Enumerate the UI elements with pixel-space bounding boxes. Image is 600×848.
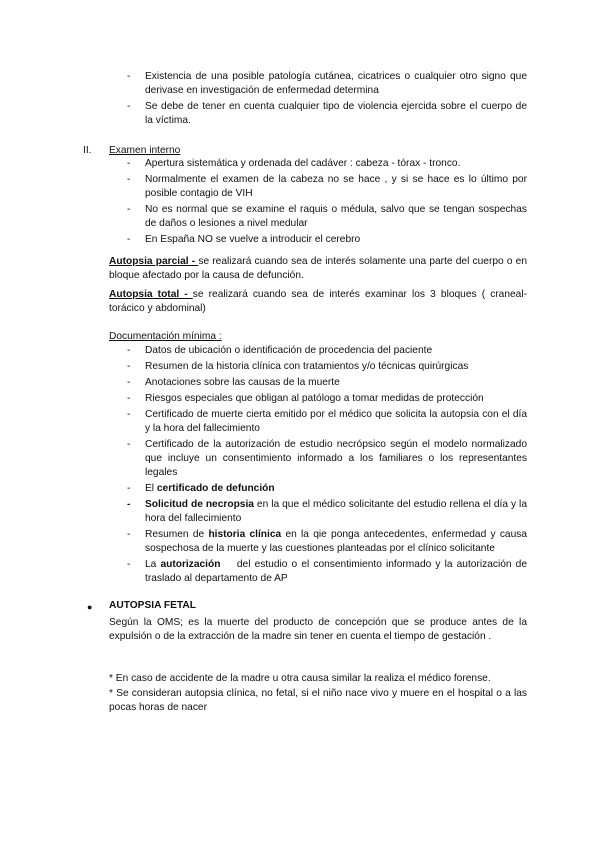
autopsia-parcial-label: Autopsia parcial - xyxy=(109,256,199,267)
dash-marker: - xyxy=(127,101,131,112)
list-item-text: No es normal que se examine el raquis o médula, salvo que se tengan sospechas de daños o lesiones a nivel medular xyxy=(145,204,527,229)
list-item xyxy=(127,498,527,526)
list-item-text: Normalmente el examen de la cabeza no se hace , y si se hace es lo último por posible contagio de VIH xyxy=(145,174,527,199)
fetal-paragraph: Según la OMS; es la muerte del producto de concepción que se produce antes de la expulsión o de la extracción de la madre sin tener en cuenta el tiempo de gestación . xyxy=(109,617,527,642)
list-item-text: Existencia de una posible patología cutánea, cicatrices o cualquier otro signo que derivase en investigación de enfermedad determina xyxy=(145,71,527,96)
list-item xyxy=(127,376,527,390)
list-item xyxy=(127,344,527,358)
dash-marker: - xyxy=(127,409,131,420)
section-title: Examen interno xyxy=(109,145,181,156)
list-item-text xyxy=(145,558,530,586)
list-item xyxy=(127,233,527,247)
list-item xyxy=(127,392,527,406)
item-pre-text: El xyxy=(145,483,157,494)
autopsia-total-label: Autopsia total - xyxy=(109,289,193,300)
dash-marker: - xyxy=(127,559,131,570)
dash-marker: - xyxy=(127,158,131,169)
item-bold-text: Solicitud de necropsia xyxy=(145,499,254,510)
fetal-notes xyxy=(109,672,527,715)
list-item-text xyxy=(145,528,527,556)
list-item-text: Datos de ubicación o identificación de procedencia del paciente xyxy=(145,345,433,356)
list-item-text xyxy=(145,498,527,526)
fetal-note: * En caso de accidente de la madre u otra causa similar la realiza el médico forense. xyxy=(109,673,491,684)
autopsia-parcial-text: se realizará cuando sea de interés solamente una parte del cuerpo o en bloque afectado por la causa de defunción. xyxy=(109,256,528,281)
list-item xyxy=(127,70,527,98)
fetal-bullet-icon: ● xyxy=(87,602,93,612)
list-item xyxy=(127,203,527,231)
list-item-text: En España NO se vuelve a introducir el cerebro xyxy=(145,234,361,245)
dash-marker: - xyxy=(127,499,131,510)
item-bold-text: certificado de defunción xyxy=(156,483,275,494)
dash-marker: - xyxy=(127,439,131,450)
list-item xyxy=(127,408,527,436)
list-item xyxy=(127,558,530,586)
documentacion-title: Documentación mínima : xyxy=(109,331,222,342)
item-post-text: del estudio o el consentimiento informado y la autorización de traslado al departamento de AP xyxy=(145,559,530,584)
dash-marker: - xyxy=(127,204,131,215)
dash-marker: - xyxy=(127,234,131,245)
list-item xyxy=(127,157,527,171)
section2-bullet-list xyxy=(127,157,527,247)
list-item-text xyxy=(145,482,527,496)
list-item-text: Se debe de tener en cuenta cualquier tipo de violencia ejercida sobre el cuerpo de la víctima. xyxy=(145,101,527,126)
dash-marker: - xyxy=(127,393,131,404)
list-item-text: Certificado de la autorización de estudio necrópsico según el modelo normalizado que incluye un consentimiento informado a los familiares o los representantes legales xyxy=(145,439,527,478)
fetal-heading: AUTOPSIA FETAL xyxy=(109,600,196,611)
item-post-text: en la que el médico solicitante del estudio rellena el día y la hora del fallecimiento xyxy=(145,499,527,524)
documentacion-list xyxy=(127,344,530,586)
dash-marker: - xyxy=(127,529,131,540)
autopsia-parcial-paragraph xyxy=(109,255,527,283)
list-item-text: Anotaciones sobre las causas de la muerte xyxy=(145,377,340,388)
list-item-text: Certificado de muerte cierta emitido por el médico que solicita la autopsia con el día y la hora del fallecimiento xyxy=(145,409,527,434)
list-item xyxy=(127,100,527,128)
dash-marker: - xyxy=(127,361,131,372)
item-pre-text: Resumen de xyxy=(145,529,209,540)
dash-marker: - xyxy=(127,483,131,494)
dash-marker: - xyxy=(127,345,131,356)
list-item xyxy=(127,173,527,201)
item-bold-text: autorización xyxy=(160,559,221,570)
dash-marker: - xyxy=(127,377,131,388)
item-post-text: en la qie ponga antecedentes, enfermedad y causa sospechosa de la muerte y las cuestiones planteadas por el clínico solicitante xyxy=(145,529,528,554)
list-item-text: Resumen de la historia clínica con tratamientos y/o técnicas quirúrgicas xyxy=(145,361,469,372)
section-numeral: II. xyxy=(83,145,92,156)
list-item xyxy=(127,360,527,374)
list-item-text: Riesgos especiales que obligan al patólogo a tomar medidas de protección xyxy=(145,393,484,404)
list-item-text: Apertura sistemática y ordenada del cadáver : cabeza - tórax - tronco. xyxy=(145,158,461,169)
autopsia-total-paragraph xyxy=(109,288,527,316)
list-item xyxy=(127,438,527,480)
autopsia-total-text: se realizará cuando sea de interés examinar los 3 bloques ( craneal- torácico y abdominal) xyxy=(109,289,527,314)
list-item xyxy=(127,528,527,556)
dash-marker: - xyxy=(127,71,131,82)
item-pre-text: La xyxy=(145,559,161,570)
item-bold-text: historia clínica xyxy=(208,529,282,540)
fetal-note: * Se consideran autopsia clínica, no fetal, si el niño nace vivo y muere en el hospital o a las pocas horas de nacer xyxy=(109,688,527,713)
dash-marker: - xyxy=(127,174,131,185)
list-item xyxy=(127,482,527,496)
top-bullet-list xyxy=(127,70,527,128)
